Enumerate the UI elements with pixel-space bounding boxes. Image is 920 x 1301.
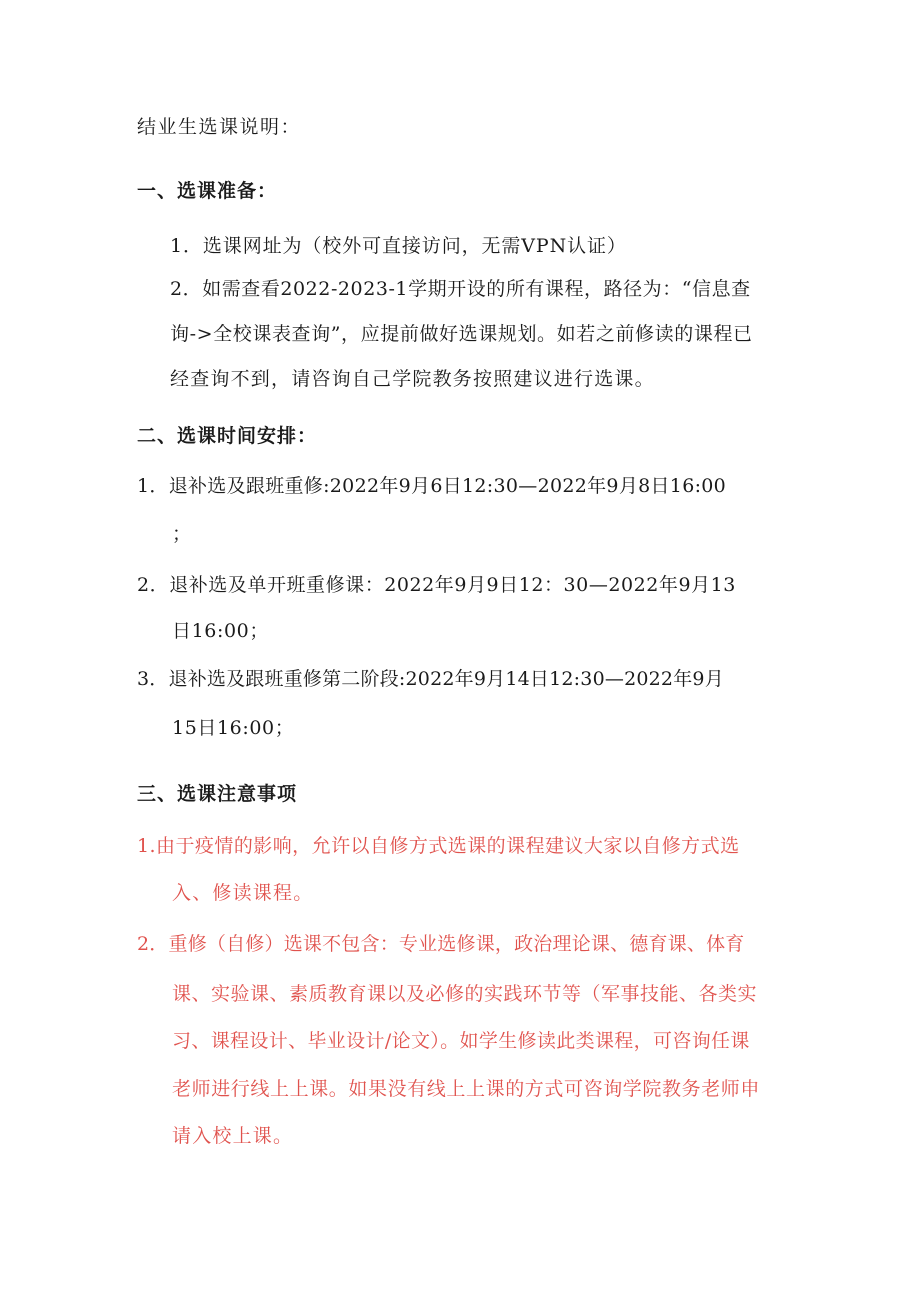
section-heading-preparation: 一、选课准备：	[137, 180, 278, 202]
notice-line: 习、课程设计、毕业设计/论文）。如学生修读此类课程，可咨询任课	[172, 1030, 750, 1052]
section-heading-notes: 三、选课注意事项	[137, 783, 298, 805]
notice-line: 入、修读课程。	[172, 882, 314, 904]
schedule-line: ；	[172, 523, 192, 545]
notice-line: 老师进行线上上课。如果没有线上上课的方式可咨询学院教务老师申	[172, 1078, 761, 1100]
paragraph-line: 2．如需查看2022-2023-1学期开设的所有课程，路径为：“信息查	[170, 278, 751, 300]
schedule-line: 15日16:00；	[172, 717, 295, 739]
paragraph-line: 经查询不到，请咨询自己学院教务按照建议进行选课。	[170, 368, 655, 390]
document-title: 结业生选课说明：	[137, 116, 302, 138]
notice-line: 1.由于疫情的影响，允许以自修方式选课的课程建议大家以自修方式选	[137, 835, 740, 857]
notice-line: 课、实验课、素质教育课以及必修的实践环节等（军事技能、各类实	[172, 983, 758, 1005]
schedule-line: 2．退补选及单开班重修课：2022年9月9日12：30—2022年9月13	[137, 574, 736, 596]
schedule-line: 3．退补选及跟班重修第二阶段:2022年9月14日12:30—2022年9月	[137, 668, 724, 690]
section-heading-schedule: 二、选课时间安排：	[137, 425, 318, 447]
schedule-line: 日16:00；	[172, 620, 269, 642]
notice-line: 请入校上课。	[172, 1125, 294, 1147]
schedule-line: 1．退补选及跟班重修:2022年9月6日12:30—2022年9月8日16:00	[137, 475, 727, 497]
paragraph-line: 1．选课网址为（校外可直接访问，无需VPN认证）	[170, 235, 627, 257]
notice-line: 2．重修（自修）选课不包含：专业选修课，政治理论课、德育课、体育	[137, 933, 745, 955]
paragraph-line: 询->全校课表查询”，应提前做好选课规划。如若之前修读的课程已	[170, 323, 753, 345]
